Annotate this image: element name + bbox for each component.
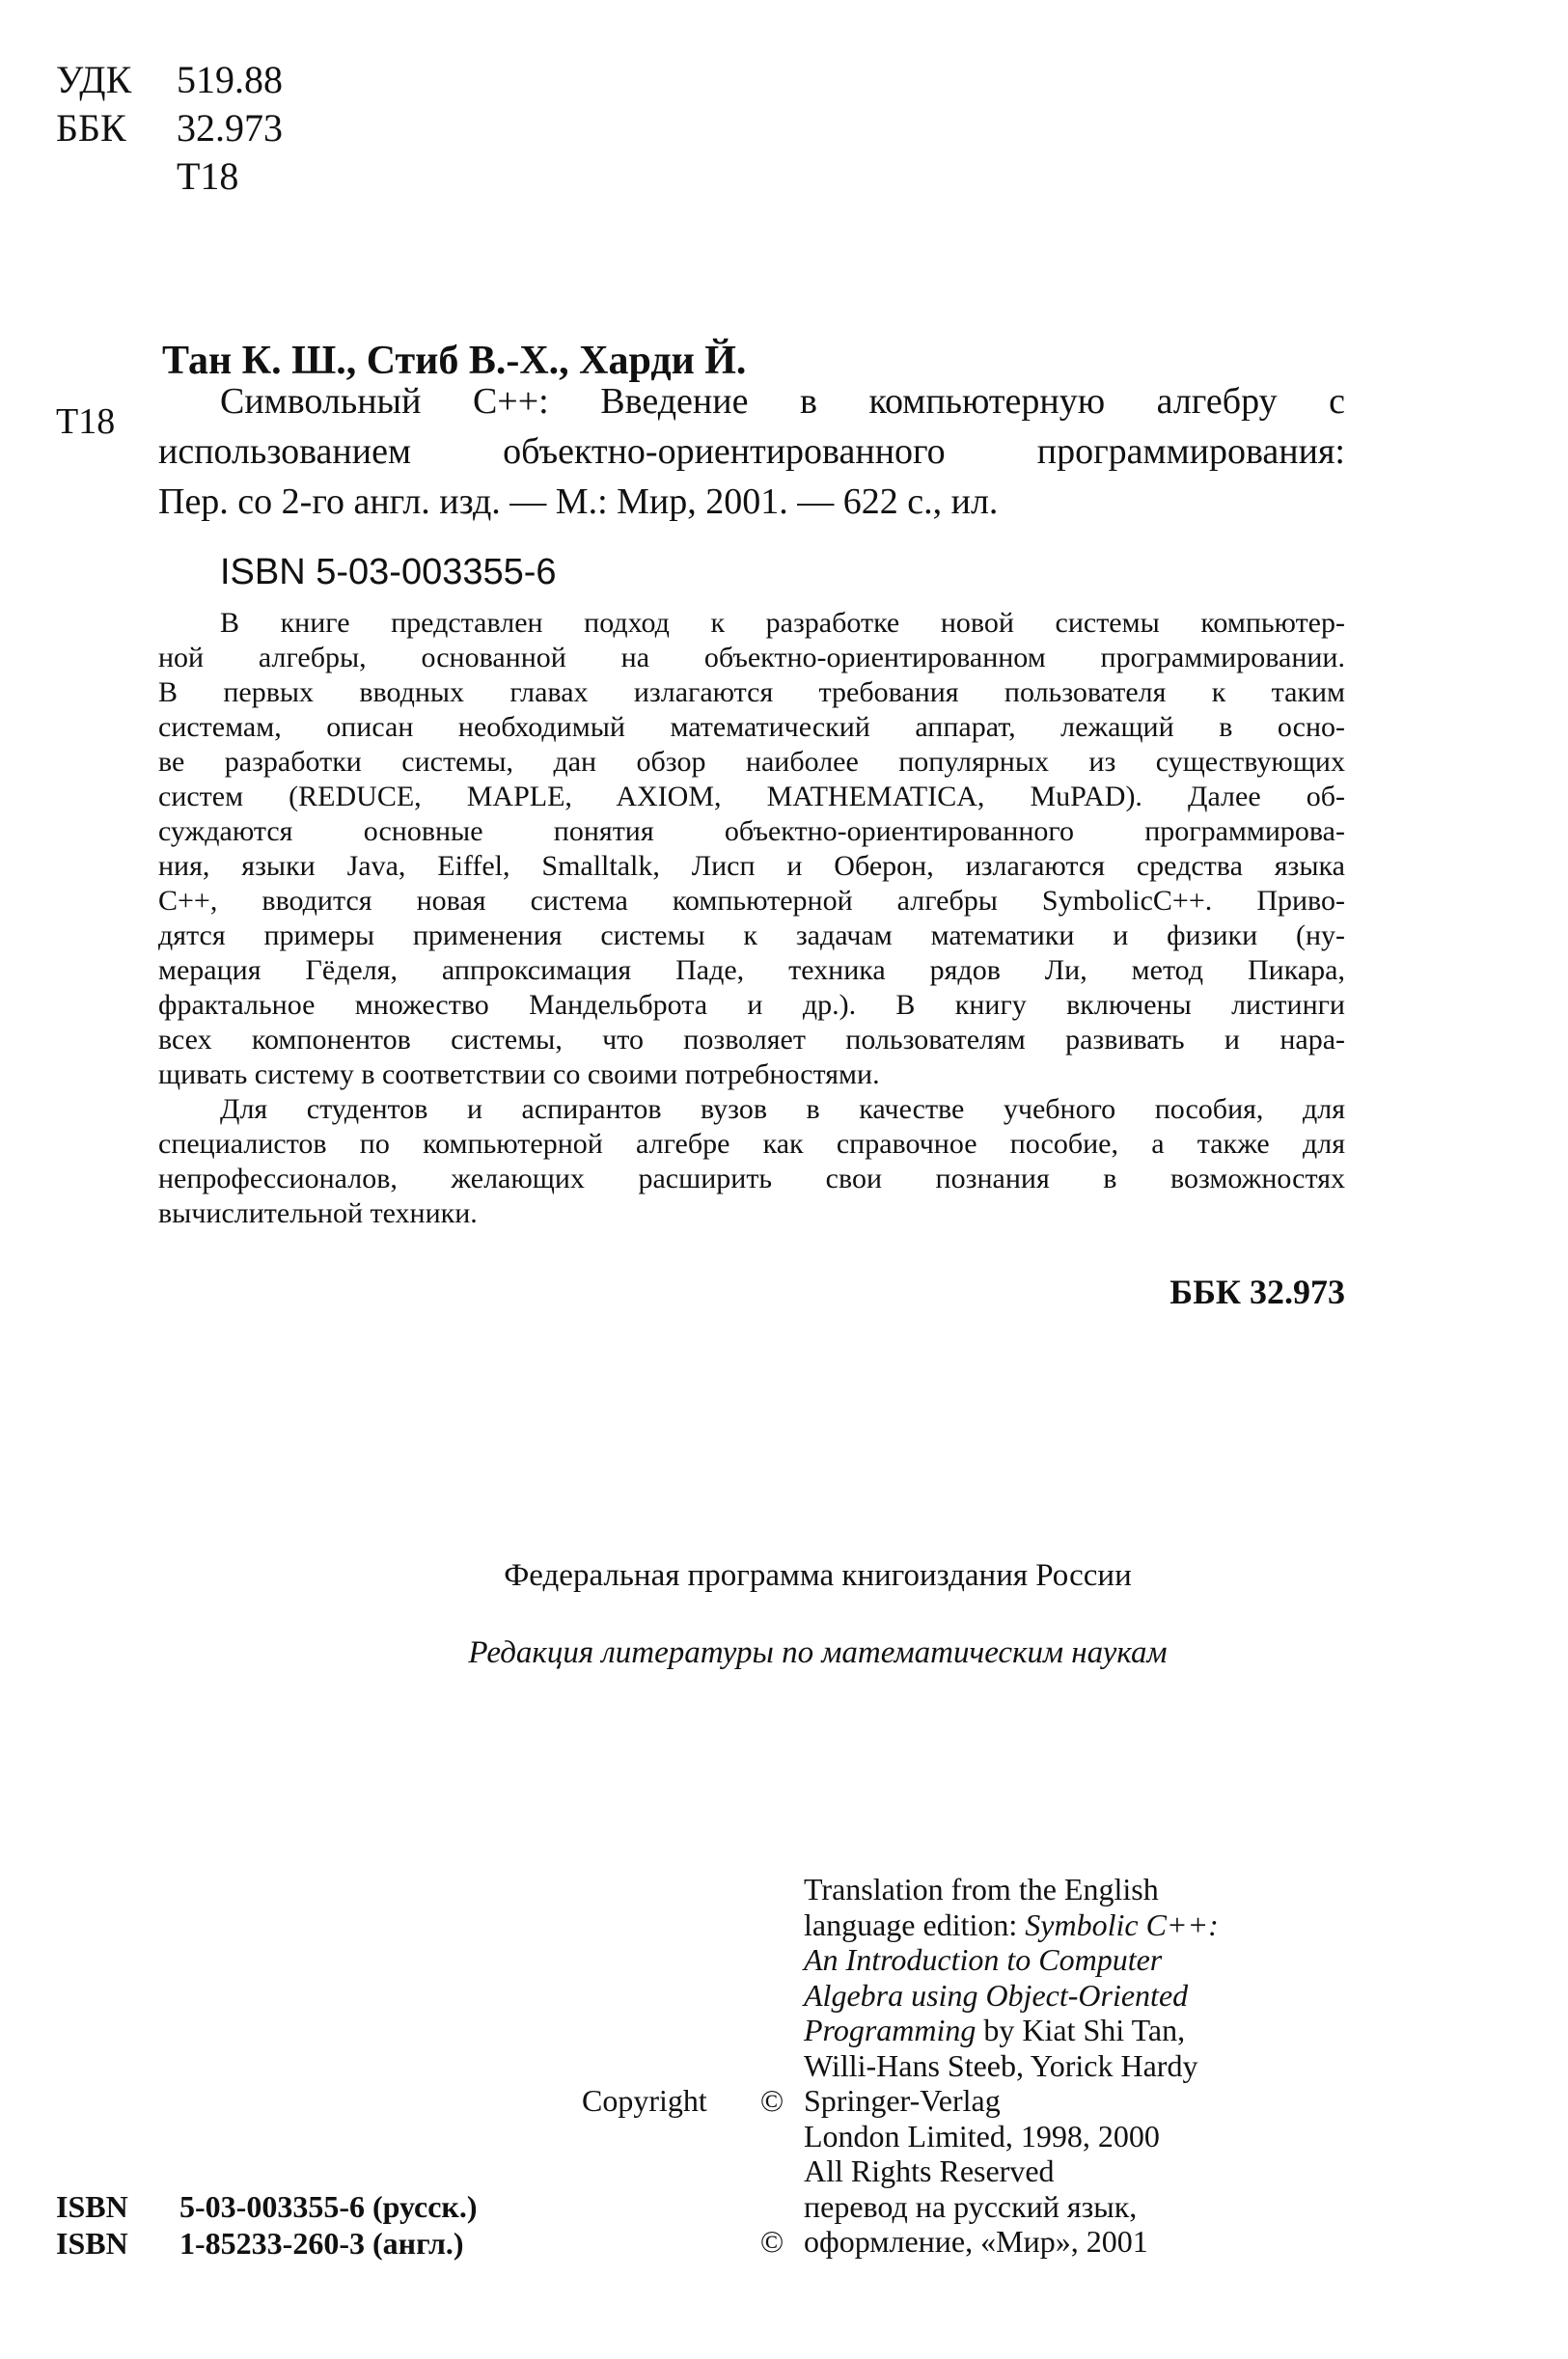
abstract-line: всех компонентов системы, что позволяет пользователям развивать и нара- — [158, 1024, 1345, 1056]
redaction: Редакция литературы по математическим наукам — [468, 1635, 1168, 1670]
original-authors: by Kiat Shi Tan, — [976, 2013, 1186, 2047]
abstract-line: С++, вводится новая система компьютерной алгебры SymbolicC++. Приво- — [158, 885, 1345, 917]
udk-value: 519.88 — [177, 58, 283, 101]
bbk-footer: ББК 32.973 — [1169, 1273, 1345, 1311]
translation-note — [804, 1872, 1219, 2260]
abstract-line: специалистов по компьютерной алгебре как справочное пособие, а также для — [158, 1128, 1345, 1160]
federal-program — [0, 1558, 1568, 1594]
translation-line: Willi-Hans Steeb, Yorick Hardy — [804, 2047, 1198, 2083]
isbn-row — [56, 2225, 478, 2262]
isbn-value: 1-85233-260-3 (англ.) — [179, 2226, 464, 2261]
abstract-line: Для студентов и аспирантов вузов в качестве учебного пособия, для — [220, 1093, 1345, 1125]
abstract-line: ве разработки системы, дан обзор наиболее популярных из существующих — [158, 746, 1345, 778]
abstract-line: мерация Гёделя, аппроксимация Паде, техника рядов Ли, метод Пикара, — [158, 954, 1345, 986]
abstract-line: фрактальное множество Мандельброта и др.). В книгу включены листинги — [158, 989, 1345, 1021]
abstract-line: дятся примеры применения системы к задачам математики и физики (ну- — [158, 919, 1345, 951]
isbn-main: ISBN 5-03-003355-6 — [220, 552, 557, 592]
copyright-label: Copyright — [582, 2083, 707, 2118]
copyright-symbol: © — [759, 2224, 784, 2259]
title-line: Пер. со 2-го англ. изд. — М.: Мир, 2001. — 622 с., ил. — [158, 481, 999, 522]
title-line: использованием объектно-ориентированного программирования: — [158, 431, 1345, 472]
translation-line: перевод на русский язык, — [804, 2188, 1138, 2224]
translation-line: Algebra using Object-Oriented — [804, 1977, 1189, 2013]
abstract-line: системам, описан необходимый математический аппарат, лежащий в осно- — [158, 711, 1345, 743]
abstract-line: щивать систему в соответствии со своими потребностями. — [158, 1058, 880, 1090]
title-description — [158, 376, 1345, 527]
bbk-value: 32.973 — [177, 106, 283, 150]
abstract — [158, 606, 1345, 1231]
authors: Тан К. Ш., Стиб В.-Х., Харди Й. — [162, 339, 747, 383]
translation-line: Springer-Verlag — [804, 2083, 1001, 2118]
abstract-line: суждаются основные понятия объектно-ориентированного программирова- — [158, 815, 1345, 847]
isbn-value: 5-03-003355-6 (русск.) — [179, 2189, 478, 2224]
author-mark-row — [56, 152, 283, 201]
translation-line: All Rights Reserved — [804, 2153, 1055, 2188]
isbn-label: ISBN — [56, 2226, 128, 2261]
translation-line: оформление, «Мир», 2001 — [804, 2224, 1148, 2259]
bbk-row — [56, 104, 283, 152]
author-mark: Т18 — [177, 154, 239, 198]
copyright-symbol: © — [759, 2083, 784, 2118]
title-line: Символьный С++: Введение в компьютерную алгебру с — [220, 381, 1345, 422]
translation-line: language edition: Symbolic C++: — [804, 1906, 1219, 1942]
original-title-start: Symbolic C++: — [1025, 1906, 1219, 1942]
translation-line: London Limited, 1998, 2000 — [804, 2118, 1160, 2153]
abstract-line: систем (REDUCE, MAPLE, AXIOM, MATHEMATICA, MuPAD). Далее об- — [158, 781, 1345, 812]
abstract-line: ной алгебры, основанной на объектно-ориентированном программировании. — [158, 642, 1345, 673]
translation-line: Programming by Kiat Shi Tan, — [804, 2013, 1186, 2047]
isbn-label: ISBN — [56, 2189, 128, 2224]
isbn-list — [56, 2188, 478, 2262]
isbn-row — [56, 2188, 478, 2225]
bbk-label: ББК — [56, 106, 126, 150]
udk-row — [56, 56, 283, 104]
abstract-line: ния, языки Java, Eiffel, Smalltalk, Лисп и Оберон, излагаются средства языка — [158, 850, 1345, 882]
abstract-line: вычислительной техники. — [158, 1197, 478, 1229]
translation-line: An Introduction to Computer — [804, 1942, 1163, 1977]
abstract-line: непрофессионалов, желающих расширить свои познания в возможностях — [158, 1163, 1345, 1194]
abstract-line: В первых вводных главах излагаются требования пользователя к таким — [158, 676, 1345, 708]
federal-program-text: Федеральная программа книгоиздания России — [504, 1558, 1132, 1593]
udk-label: УДК — [56, 58, 132, 101]
translation-line: Translation from the English — [804, 1872, 1159, 1906]
abstract-line: В книге представлен подход к разработке новой системы компьютер- — [220, 607, 1345, 639]
classification-block — [56, 56, 283, 201]
author-mark-side: Т18 — [56, 401, 116, 442]
